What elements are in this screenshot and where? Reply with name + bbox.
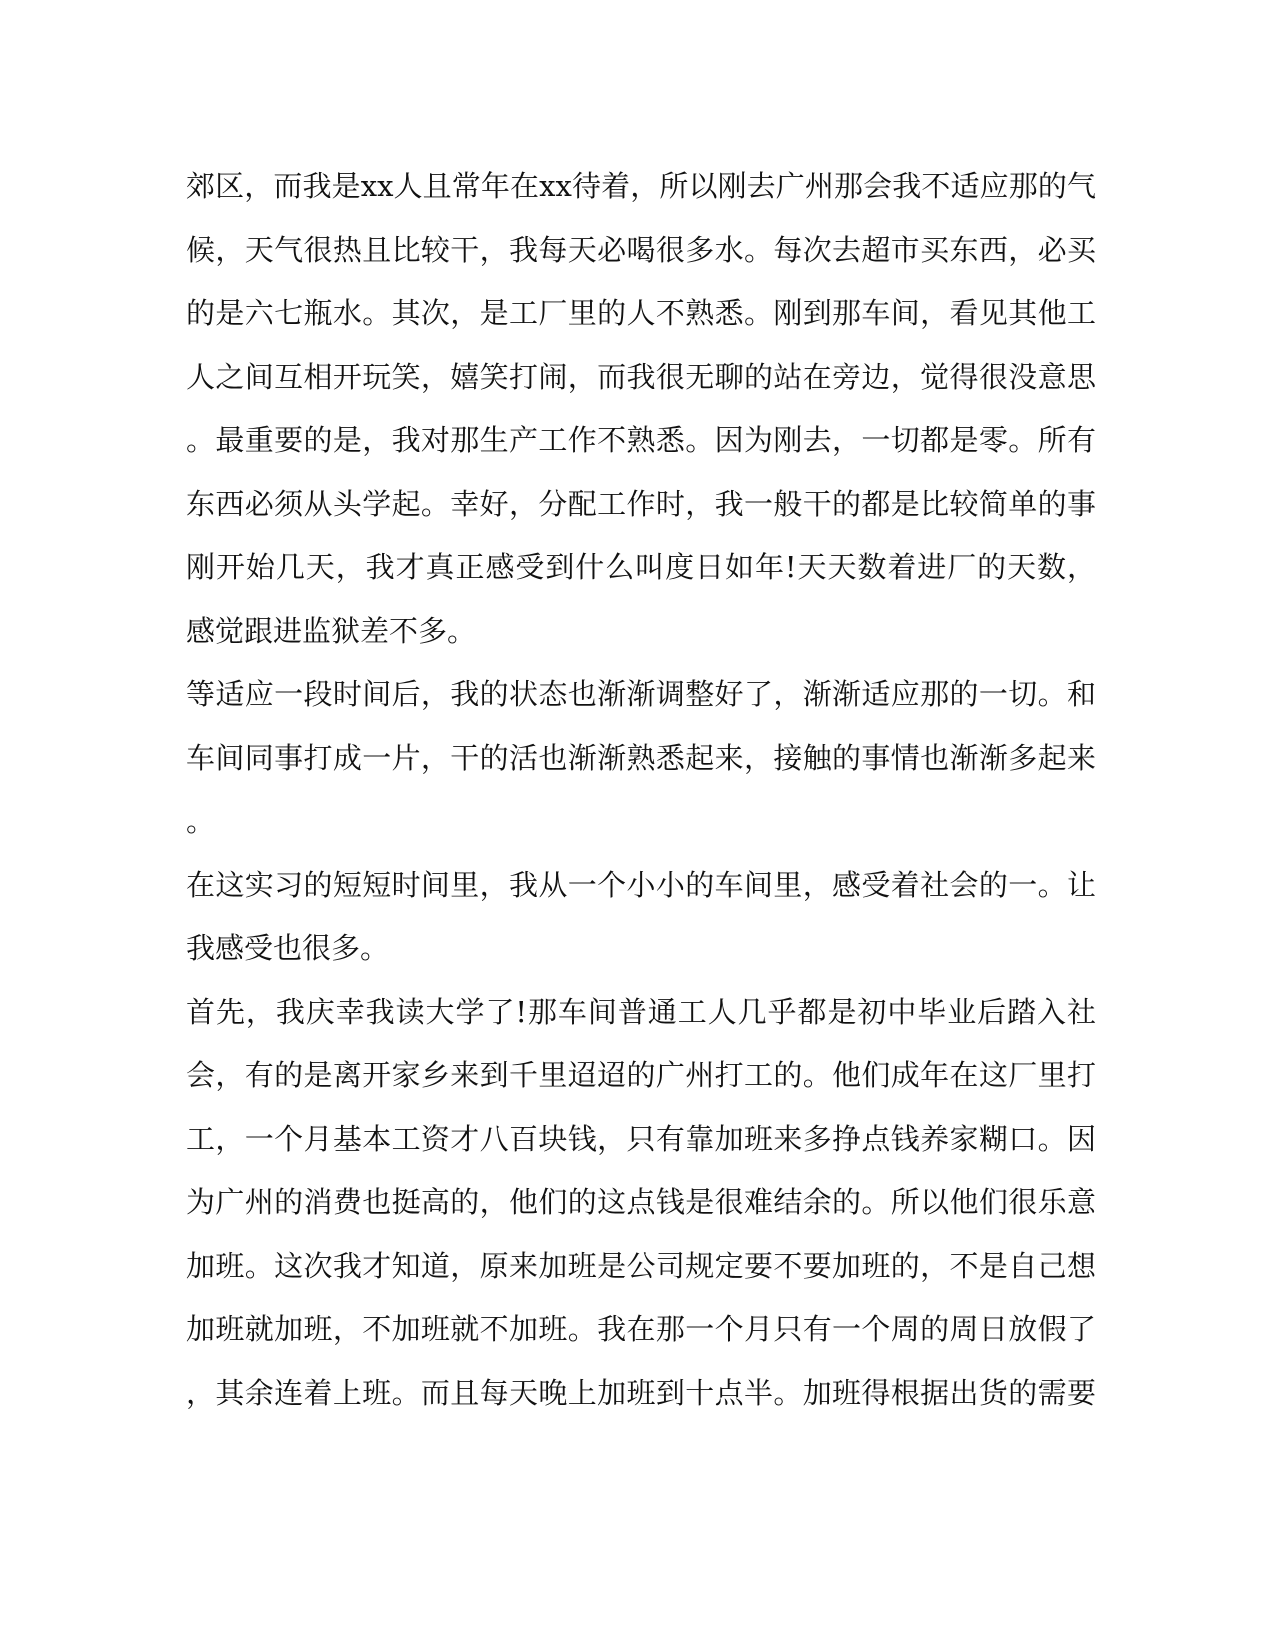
body-text (186, 155, 1096, 1425)
text-line: 人之间互相开玩笑，嬉笑打闹，而我很无聊的站在旁边，觉得很没意思 (186, 359, 1096, 394)
text-line: 等适应一段时间后，我的状态也渐渐调整好了，渐渐适应那的一切。和 (186, 677, 1096, 711)
paragraph-end-line: 感觉跟进监狱差不多。 (186, 613, 477, 648)
text-line: 会，有的是离开家乡来到千里迢迢的广州打工的。他们成年在这厂里打 (186, 1058, 1096, 1092)
paragraph-end-line: 。 (186, 804, 216, 838)
text-line: 加班就加班，不加班就不加班。我在那一个月只有一个周的周日放假了 (186, 1312, 1096, 1346)
text-line: 为广州的消费也挺高的，他们的这点钱是很难结余的。所以他们很乐意 (186, 1185, 1096, 1219)
text-line: 刚开始几天，我才真正感受到什么叫度日如年!天天数着进厂的天数， (186, 550, 1096, 584)
text-line: 。最重要的是，我对那生产工作不熟悉。因为刚去，一切都是零。所有 (186, 423, 1096, 457)
text-line: 在这实习的短短时间里，我从一个小小的车间里，感受着社会的一。让 (186, 867, 1096, 902)
text-line: 郊区，而我是xx人且常年在xx待着，所以刚去广州那会我不适应那的气 (186, 169, 1096, 203)
paragraph-end-line: 我感受也很多。 (186, 931, 390, 965)
text-line: 的是六七瓶水。其次，是工厂里的人不熟悉。刚到那车间，看见其他工 (186, 296, 1096, 330)
text-line: 加班。这次我才知道，原来加班是公司规定要不要加班的，不是自己想 (186, 1248, 1096, 1283)
text-line: 车间同事打成一片，干的活也渐渐熟悉起来，接触的事情也渐渐多起来 (186, 740, 1096, 775)
text-line: ，其余连着上班。而且每天晚上加班到十点半。加班得根据出货的需要 (186, 1375, 1096, 1410)
text-line: 候，天气很热且比较干，我每天必喝很多水。每次去超市买东西，必买 (186, 232, 1096, 267)
text-line: 工，一个月基本工资才八百块钱，只有靠加班来多挣点钱养家糊口。因 (186, 1121, 1096, 1156)
text-line: 首先，我庆幸我读大学了!那车间普通工人几乎都是初中毕业后踏入社 (186, 994, 1096, 1029)
text-line: 东西必须从头学起。幸好，分配工作时，我一般干的都是比较简单的事 (186, 486, 1096, 521)
